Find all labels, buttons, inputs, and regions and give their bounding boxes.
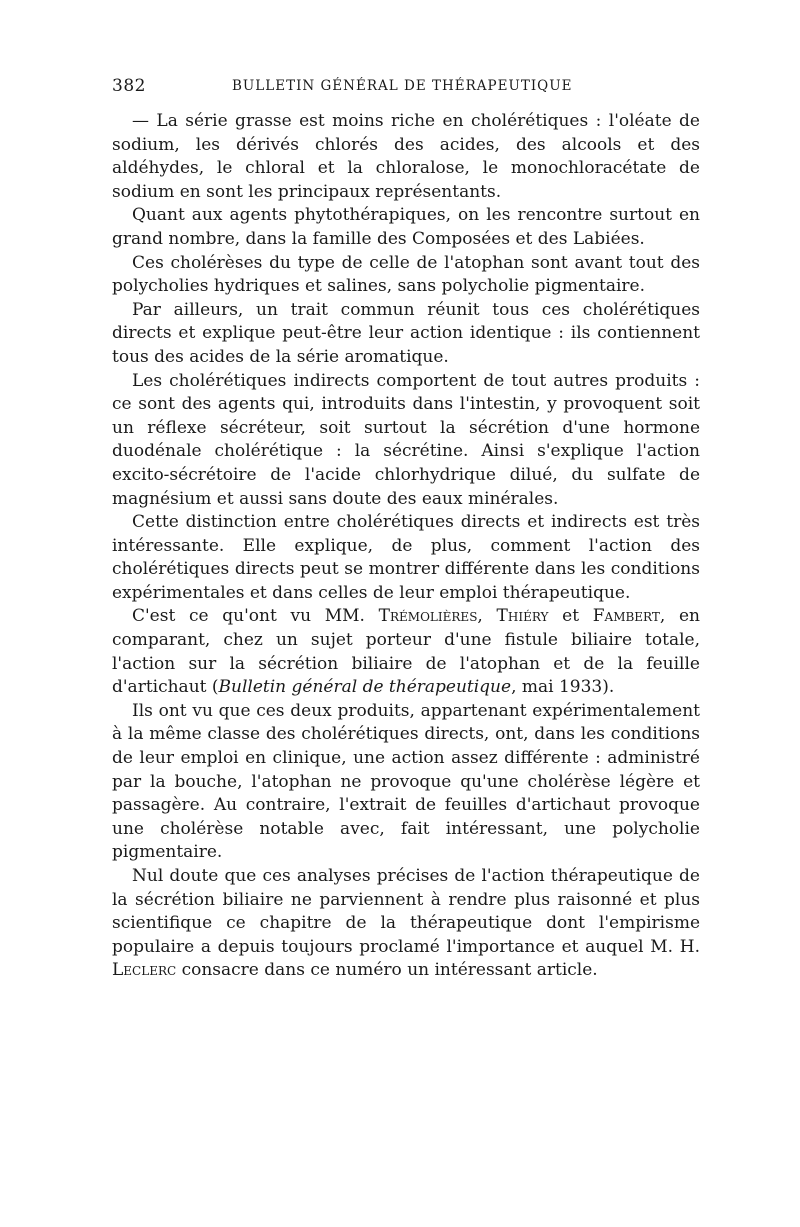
author-name: Trémolières [378,606,478,627]
journal-citation: Bulletin général de thérapeutique [218,677,512,698]
body-text [112,110,700,983]
paragraph: Quant aux agents phytothérapiques, on les rencontre surtout en grand nombre, dans la famille des Composées et des Labiées. [112,205,700,249]
paragraph: Cette distinction entre cholérétiques directs et indirects est très intéressante. Elle explique, de plus, comment l'action des cholérétiques directs peut se montrer différente dans les conditions expérimentales et dans celles de leur emploi thérapeutique. [112,512,700,603]
text-run: C'est ce qu'ont vu MM. [132,606,379,627]
text-run: consacre dans ce numéro un intéressant article. [176,960,598,981]
document-page [112,76,700,983]
author-name: Thiéry [496,606,549,627]
paragraph: — La série grasse est moins riche en cholérétiques : l'oléate de sodium, les dérivés chlorés des acides, des alcools et des aldéhydes, le chloral et la chloralose, le monochloracétate de sodium en sont les principaux représentants. [112,111,700,202]
paragraph: Par ailleurs, un trait commun réunit tous ces cholérétiques directs et explique peut-être leur action identique : ils contiennent tous des acides de la série aromatique. [112,299,700,367]
text-run: , [477,606,497,627]
paragraph [112,865,700,983]
page-header [112,76,700,102]
text-run: , en comparant, chez un sujet porteur d'une fistule biliaire totale, l'action sur la sécrétion biliaire de l'atophan et de la feuille d'artichaut ( [112,606,701,698]
text-run: , mai 1933). [511,677,615,698]
author-name: Leclerc [112,960,177,981]
page-number: 382 [112,76,146,96]
author-name: Fambert [592,606,660,627]
running-head: BULLETIN GÉNÉRAL DE THÉRAPEUTIQUE [232,78,573,94]
paragraph: Ces cholérèses du type de celle de l'atophan sont avant tout des polycholies hydriques et salines, sans polycholie pigmentaire. [112,252,700,297]
paragraph: Les cholérétiques indirects comportent de tout autres produits : ce sont des agents qui, introduits dans l'intestin, y provoquent soit un réflexe sécréteur, soit surtout la sécrétion d'une hormone duodénale cholérétique : la sécrétine. Ainsi s'explique l'action excito-sécrétoire de l'acide chlorhydrique dilué, du sulfate de magnésium et aussi sans doute des eaux minérales. [112,370,700,509]
paragraph [112,605,700,699]
text-run: Nul doute que ces analyses précises de l'action thérapeutique de la sécrétion biliaire ne parviennent à rendre plus raisonné et plus scientifique ce chapitre de la thérapeutique dont l'empirisme populaire a depuis toujours proclamé l'importance et auquel M. H. [112,866,700,957]
text-run: et [548,606,593,627]
paragraph: Ils ont vu que ces deux produits, appartenant expérimentalement à la même classe des cholérétiques directs, ont, dans les conditions de leur emploi en clinique, une action assez différente : administré par la bouche, l'atophan ne provoque qu'une cholérèse légère et passagère. Au contraire, l'extrait de feuilles d'artichaut provoque une cholérèse notable avec, fait intéressant, une polycholie pigmentaire. [112,700,700,863]
